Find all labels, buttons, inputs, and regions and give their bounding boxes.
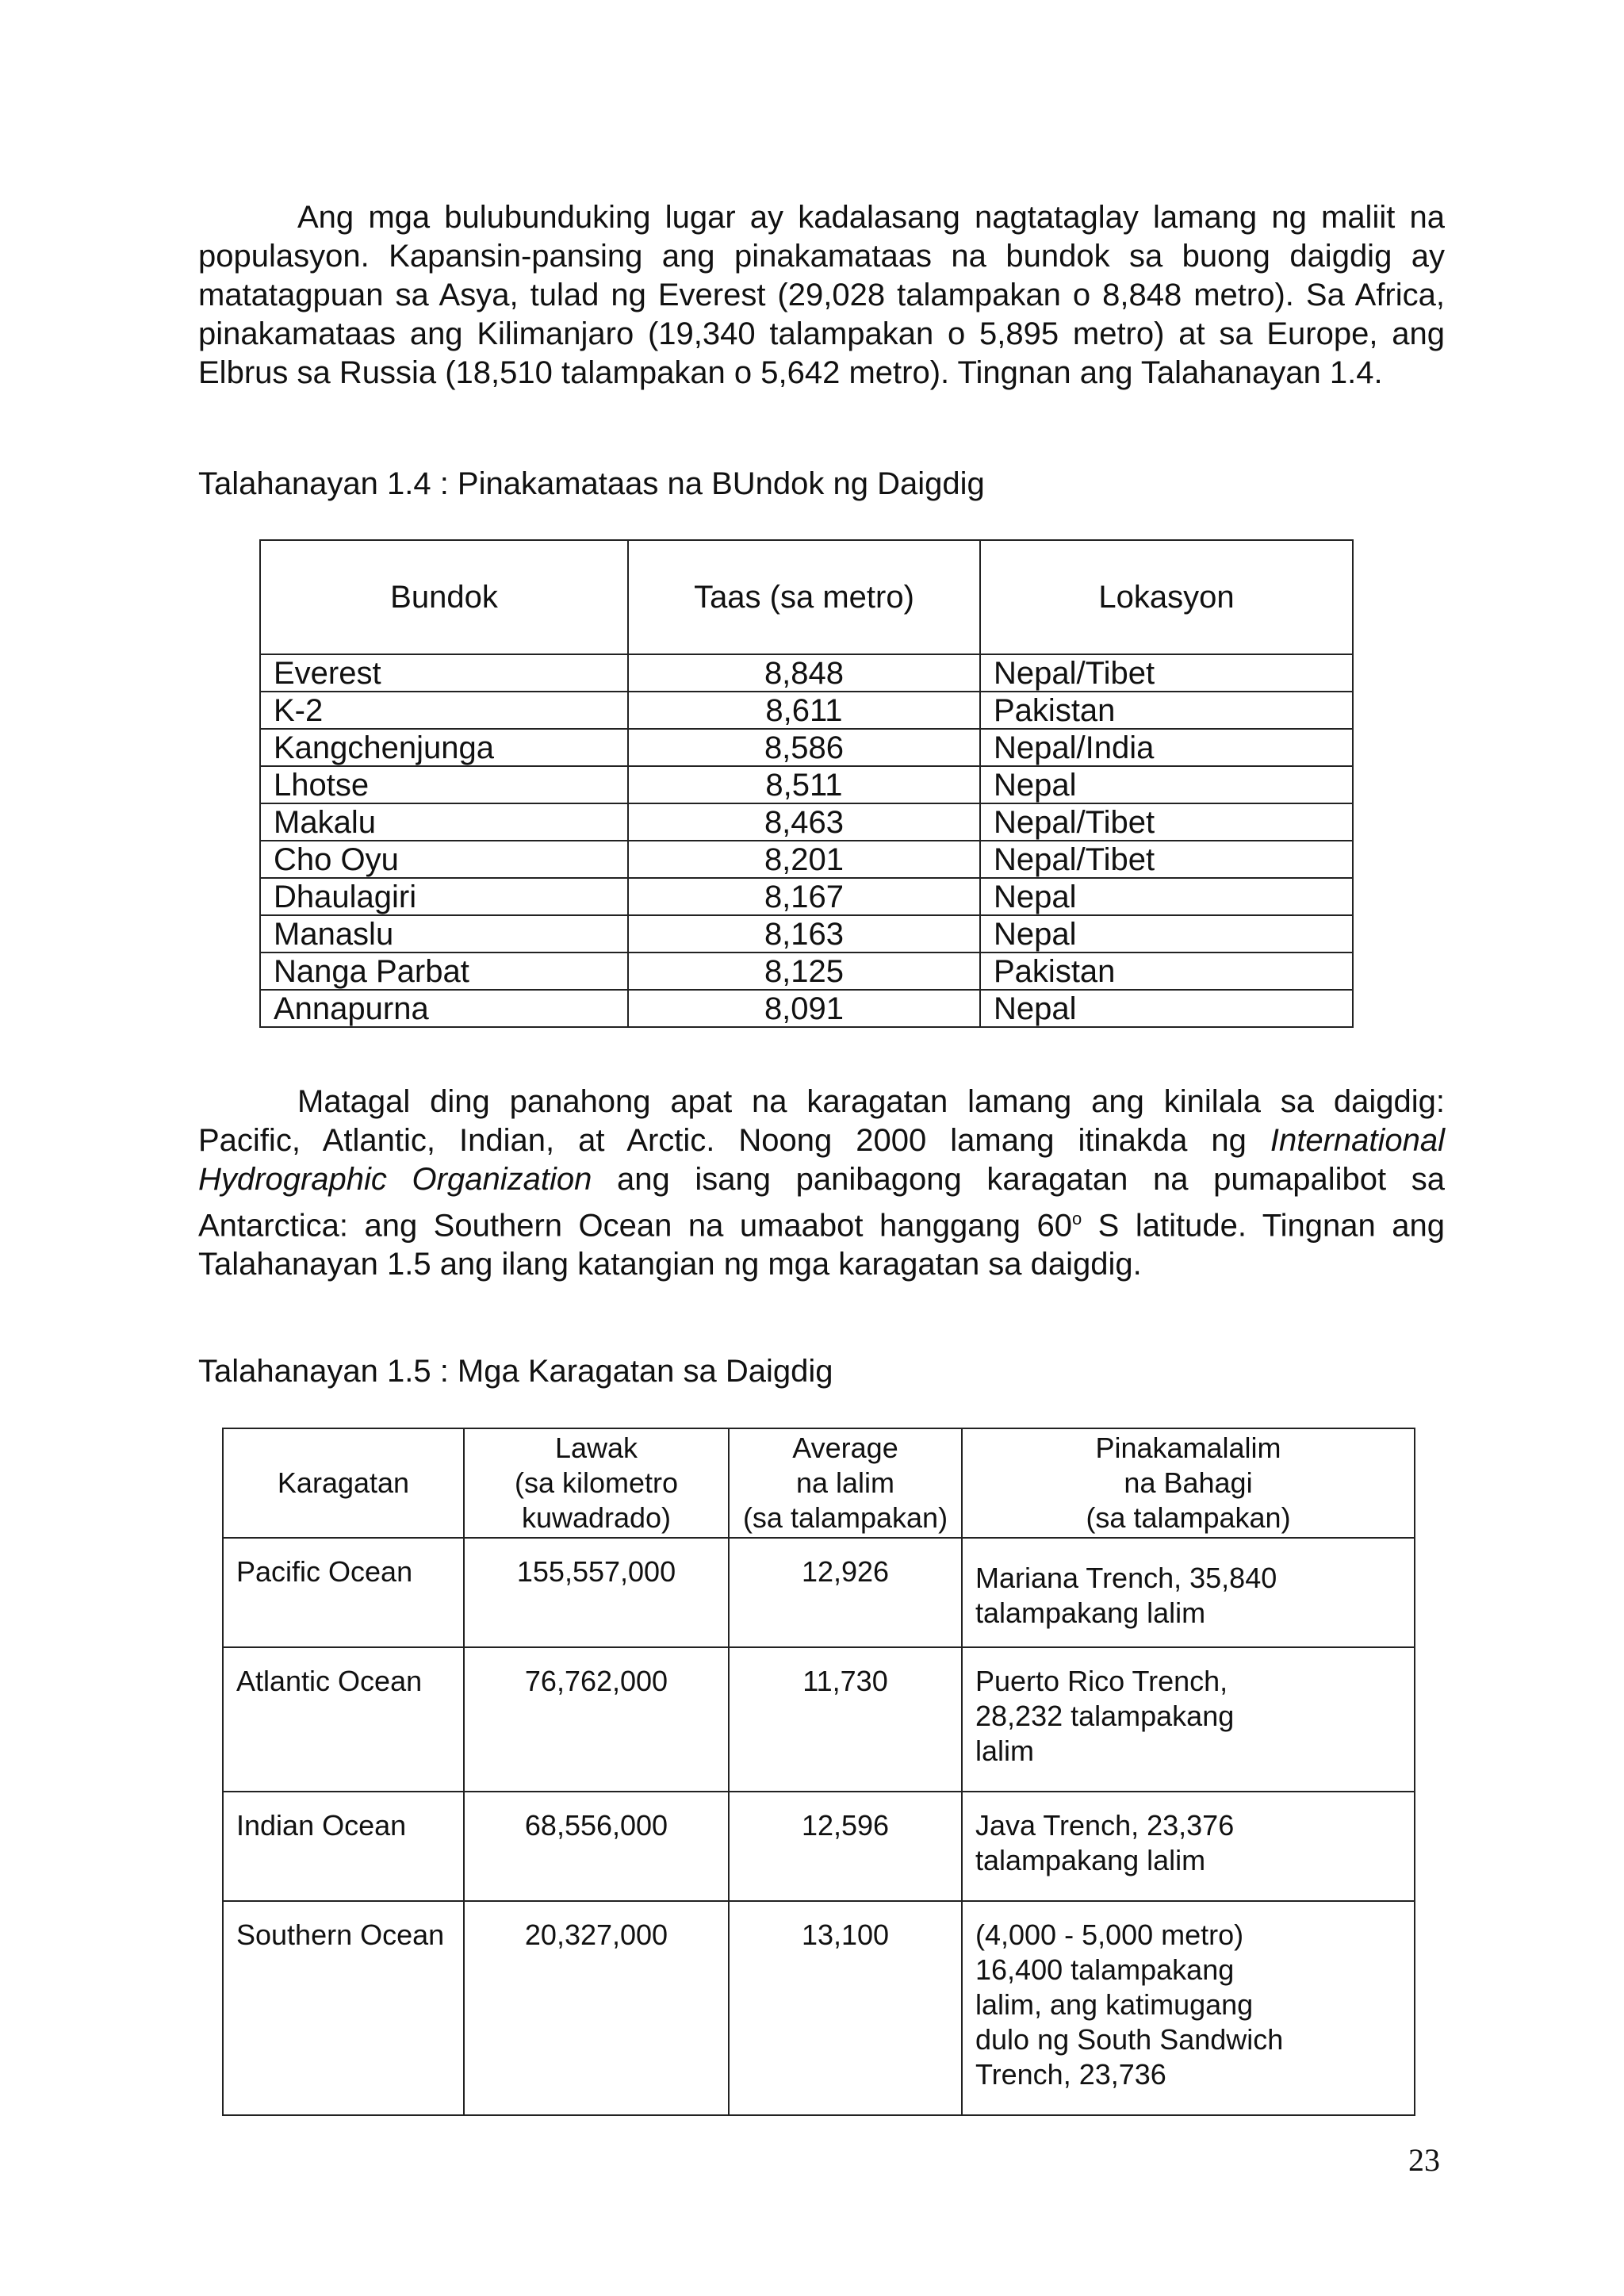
table-row	[260, 990, 1353, 1027]
ocean-average-depth: 12,926	[729, 1538, 962, 1647]
mountain-name: Dhaulagiri	[260, 878, 628, 915]
mountain-name: K-2	[260, 692, 628, 729]
mountain-height: 8,463	[628, 803, 980, 841]
ocean-deepest-part: Java Trench, 23,376 talampakang lalim	[962, 1792, 1415, 1901]
ocean-deepest-part: Mariana Trench, 35,840 talampakang lalim	[962, 1538, 1415, 1647]
table-row	[260, 729, 1353, 766]
table-header-row	[223, 1428, 1415, 1538]
mountain-location: Nepal	[980, 915, 1353, 953]
table-row	[223, 1901, 1415, 2115]
table-row	[260, 803, 1353, 841]
table-row	[223, 1792, 1415, 1901]
intro-paragraph: Ang mga bulubunduking lugar ay kadalasang nagtataglay lamang ng maliit na populasyon. Kapansin-pansing ang pinakamataas na bundok sa buong daigdig ay matatagpuan sa Asya, tulad ng Everest (29,028 talampakan o 8,848 metro). Sa Africa, pinakamataas ang Kilimanjaro (19,340 talampakan o 5,895 metro) at sa Europe, ang Elbrus sa Russia (18,510 talampakan o 5,642 metro). Tingnan ang Talahanayan 1.4.	[198, 200, 1445, 390]
mountain-name: Annapurna	[260, 990, 628, 1027]
mountain-location: Nepal/Tibet	[980, 841, 1353, 878]
mountain-height: 8,201	[628, 841, 980, 878]
column-header-bundok: Bundok	[260, 540, 628, 654]
ocean-name: Atlantic Ocean	[223, 1647, 464, 1792]
oceans-table	[222, 1428, 1415, 2116]
mountain-name: Lhotse	[260, 766, 628, 803]
column-header-average: Average na lalim (sa talampakan)	[729, 1428, 962, 1538]
column-header-lokasyon: Lokasyon	[980, 540, 1353, 654]
ocean-average-depth: 13,100	[729, 1901, 962, 2115]
mountain-height: 8,511	[628, 766, 980, 803]
oceans-table-caption: Talahanayan 1.5 : Mga Karagatan sa Daigdig	[198, 1354, 833, 1389]
ocean-area: 20,327,000	[464, 1901, 729, 2115]
page-number: 23	[1408, 2142, 1440, 2178]
table-header-row	[260, 540, 1353, 654]
ocean-area: 155,557,000	[464, 1538, 729, 1647]
ocean-area: 76,762,000	[464, 1647, 729, 1792]
mountain-name: Makalu	[260, 803, 628, 841]
ocean-area: 68,556,000	[464, 1792, 729, 1901]
mountain-name: Cho Oyu	[260, 841, 628, 878]
table-row	[260, 953, 1353, 990]
mountain-name: Nanga Parbat	[260, 953, 628, 990]
mountain-name: Manaslu	[260, 915, 628, 953]
mountain-location: Nepal	[980, 990, 1353, 1027]
mountains-table	[259, 539, 1354, 1028]
column-header-taas: Taas (sa metro)	[628, 540, 980, 654]
column-header-karagatan: Karagatan	[223, 1428, 464, 1538]
table-row	[260, 654, 1353, 692]
mountain-height: 8,611	[628, 692, 980, 729]
ocean-deepest-part: Puerto Rico Trench, 28,232 talampakang lalim	[962, 1647, 1415, 1792]
ocean-name: Southern Ocean	[223, 1901, 464, 2115]
mountain-location: Nepal/Tibet	[980, 654, 1353, 692]
mountain-height: 8,125	[628, 953, 980, 990]
organization-name: International Hydrographic Organization	[198, 1123, 1445, 1197]
mountains-table-caption: Talahanayan 1.4 : Pinakamataas na BUndok ng Daigdig	[198, 466, 985, 501]
table-row	[260, 915, 1353, 953]
ocean-average-depth: 11,730	[729, 1647, 962, 1792]
mountain-location: Nepal/Tibet	[980, 803, 1353, 841]
mountain-location: Nepal	[980, 766, 1353, 803]
mountain-location: Pakistan	[980, 692, 1353, 729]
table-row	[223, 1538, 1415, 1647]
ocean-name: Indian Ocean	[223, 1792, 464, 1901]
table-row	[260, 692, 1353, 729]
mountain-height: 8,163	[628, 915, 980, 953]
table-row	[260, 766, 1353, 803]
table-row	[223, 1647, 1415, 1792]
column-header-lawak: Lawak (sa kilometro kuwadrado)	[464, 1428, 729, 1538]
mountain-name: Everest	[260, 654, 628, 692]
mountain-location: Nepal	[980, 878, 1353, 915]
column-header-pinakamalalim: Pinakamalalim na Bahagi (sa talampakan)	[962, 1428, 1415, 1538]
mountain-height: 8,167	[628, 878, 980, 915]
mountain-height: 8,848	[628, 654, 980, 692]
mountain-height: 8,091	[628, 990, 980, 1027]
mountain-location: Nepal/India	[980, 729, 1353, 766]
mountain-location: Pakistan	[980, 953, 1353, 990]
oceans-paragraph: Matagal ding panahong apat na karagatan lamang ang kinilala sa daigdig: Pacific, Atlantic, Indian, at Arctic. Noong 2000 lamang itinakda ng International Hydrographic Organization ang isang panibagong karagatan na pumapalibot sa Antarctica: ang Southern Ocean na umaabot hanggang 60$^o$ S latitude. Tingnan ang Talahanayan 1.5 ang ilang katangian ng mga karagatan sa daigdig.	[198, 1084, 1445, 1282]
table-row	[260, 841, 1353, 878]
ocean-name: Pacific Ocean	[223, 1538, 464, 1647]
ocean-deepest-part: (4,000 - 5,000 metro) 16,400 talampakang lalim, ang katimugang dulo ng South Sandwich Trench, 23,736	[962, 1901, 1415, 2115]
table-row	[260, 878, 1353, 915]
mountain-height: 8,586	[628, 729, 980, 766]
mountain-name: Kangchenjunga	[260, 729, 628, 766]
ocean-average-depth: 12,596	[729, 1792, 962, 1901]
